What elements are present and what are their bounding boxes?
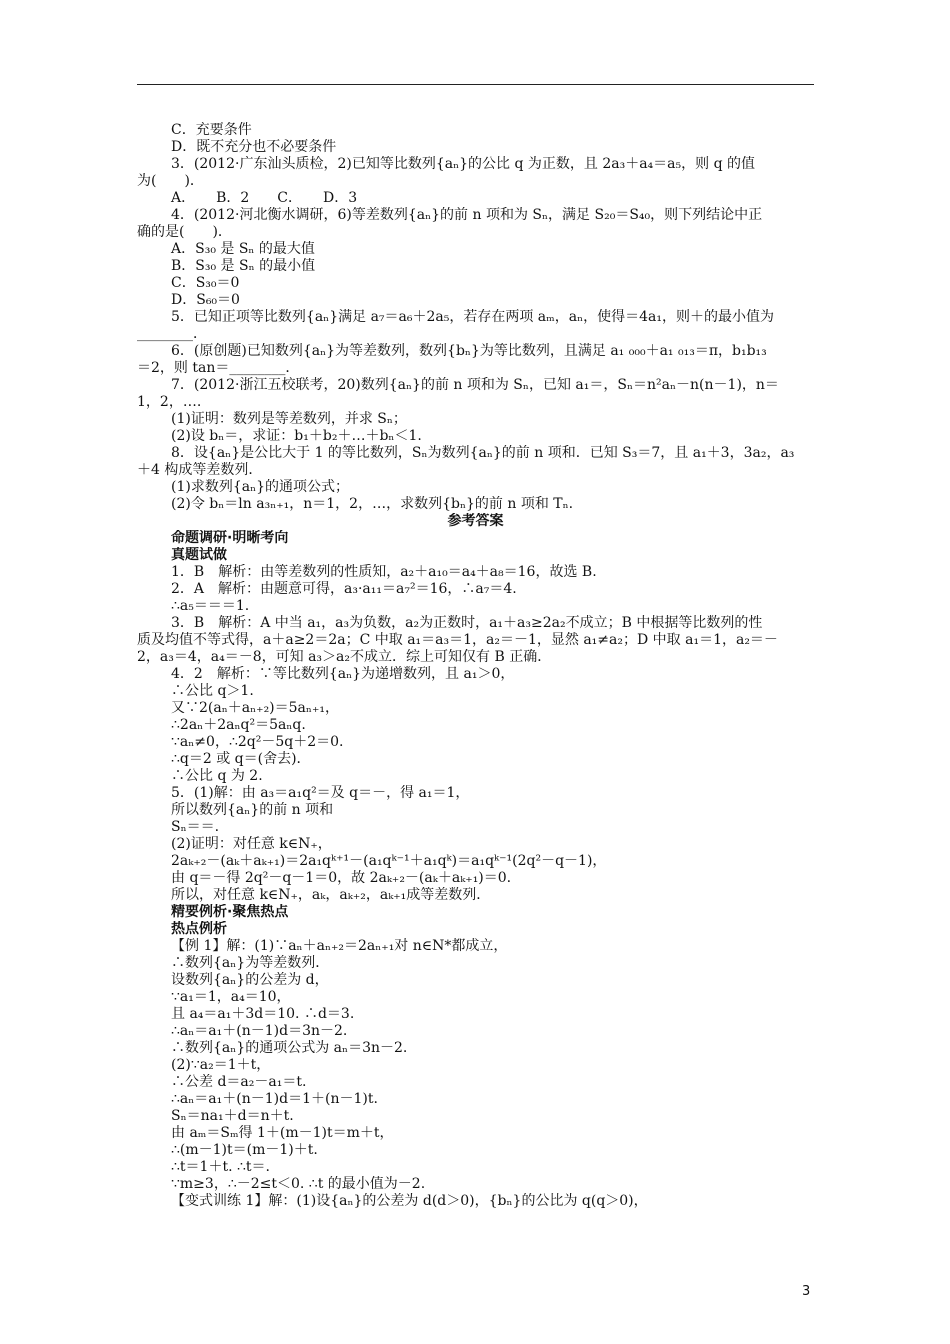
text-line: 5．(1)解：由 a₃＝a₁q²＝及 q＝－，得 a₁＝1， xyxy=(171,785,470,801)
text-line: 8．设{aₙ}是公比大于 1 的等比数列，Sₙ为数列{aₙ}的前 n 项和．已知 S₃＝7，且 a₁＋3，3a₂，a₃ xyxy=(171,445,795,461)
text-line: 且 a₄＝a₁＋3d＝10. ∴d＝3. xyxy=(171,1006,355,1022)
text-line: C．充要条件 xyxy=(171,122,252,138)
text-line: ∴(m－1)t＝(m－1)＋t. xyxy=(171,1142,318,1158)
text-line: 5．已知正项等比数列{aₙ}满足 a₇＝a₆＋2a₅，若存在两项 aₘ，aₙ，使得＝4a₁，则＋的最小值为 xyxy=(171,309,775,325)
text-line: ∴t＝1＋t. ∴t＝. xyxy=(171,1159,270,1175)
text-line: 精要例析·聚焦热点 xyxy=(171,904,289,920)
text-line: 【例 1】解：(1)∵aₙ＋aₙ₊₂＝2aₙ₊₁对 n∈N*都成立， xyxy=(171,938,508,954)
header-rule xyxy=(137,84,814,85)
text-line: D．既不充分也不必要条件 xyxy=(171,139,337,155)
text-line: 所以，对任意 k∈N₊，aₖ，aₖ₊₂，aₖ₊₁成等差数列． xyxy=(171,887,491,903)
text-line: ∴aₙ＝a₁＋(n－1)d＝3n－2. xyxy=(171,1023,348,1039)
text-line: 4．(2012·河北衡水调研，6)等差数列{aₙ}的前 n 项和为 Sₙ，满足 S₂₀＝S₄₀，则下列结论中正 xyxy=(171,207,763,223)
text-line: (2)令 bₙ＝ln a₃ₙ₊₁，n＝1，2，…，求数列{bₙ}的前 n 项和 Tₙ. xyxy=(171,496,574,512)
text-line: 确的是( )． xyxy=(137,224,232,240)
document-body xyxy=(137,122,814,1210)
text-line: ∴a₅＝＝＝1. xyxy=(171,598,250,614)
text-line: 【变式训练 1】解：(1)设{aₙ}的公差为 d(d＞0)，{bₙ}的公比为 q(q＞0)， xyxy=(171,1193,648,1209)
text-line: ∴q＝2 或 q＝(舍去)． xyxy=(171,751,311,767)
text-line: 质及均值不等式得，a＋a≥2＝2a；C 中取 a₁＝a₃＝1，a₂＝－1，显然 a₁≠a₂；D 中取 a₁＝1，a₂＝－ xyxy=(137,632,778,648)
text-line: ＋4 构成等差数列． xyxy=(137,462,263,478)
text-line: 由 q＝－得 2q²－q－1＝0，故 2aₖ₊₂－(aₖ＋aₖ₊₁)＝0. xyxy=(171,870,512,886)
text-line: 参考答案 xyxy=(447,513,504,529)
text-line: 为( )． xyxy=(137,173,204,189)
text-line: Sₙ＝na₁＋d＝n＋t. xyxy=(171,1108,294,1124)
text-line: B．S₃₀ 是 Sₙ 的最小值 xyxy=(171,258,316,274)
text-line: ∵m≥3，∴－2≤t＜0. ∴t 的最小值为－2. xyxy=(171,1176,426,1192)
text-line: 7．(2012·浙江五校联考，20)数列{aₙ}的前 n 项和为 Sₙ，已知 a₁＝，Sₙ＝n²aₙ－n(n－1)，n＝ xyxy=(171,377,779,393)
text-line: Sₙ＝＝. xyxy=(171,819,220,835)
text-line: (2)证明：对任意 k∈N₊， xyxy=(171,836,332,852)
text-line: 由 aₘ＝Sₘ得 1＋(m－1)t＝m＋t， xyxy=(171,1125,394,1141)
text-line: 1．B 解析：由等差数列的性质知，a₂＋a₁₀＝a₄＋a₈＝16，故选 B. xyxy=(171,564,597,580)
text-line: ∴公差 d＝a₂－a₁＝t. xyxy=(171,1074,307,1090)
text-line: (2)设 bₙ＝，求证：b₁＋b₂＋…＋bₙ＜1. xyxy=(171,428,422,444)
text-line: ∵a₁＝1，a₄＝10， xyxy=(171,989,291,1005)
page-number: 3 xyxy=(802,1284,811,1299)
text-line: ∴数列{aₙ}为等差数列． xyxy=(171,955,330,971)
text-line: 4．2 解析：∵等比数列{aₙ}为递增数列，且 a₁＞0， xyxy=(171,666,515,682)
text-line: 2．A 解析：由题意可得，a₃·a₁₁＝a₇²＝16，∴a₇＝4. xyxy=(171,581,517,597)
text-line: ∵aₙ≠0，∴2q²－5q＋2＝0. xyxy=(171,734,344,750)
text-line: 设数列{aₙ}的公差为 d， xyxy=(171,972,329,988)
text-line: (1)求数列{aₙ}的通项公式； xyxy=(171,479,350,495)
text-line: 真题试做 xyxy=(171,547,227,563)
text-line: 2aₖ₊₂－(aₖ＋aₖ₊₁)＝2a₁qᵏ⁺¹－(a₁qᵏ⁻¹＋a₁qᵏ)＝a₁qᵏ⁻¹(2q²－q－1)， xyxy=(171,853,607,869)
text-line: C．S₃₀＝0 xyxy=(171,275,240,291)
text-line: 所以数列{aₙ}的前 n 项和 xyxy=(171,802,334,818)
text-line: A． B．2 C． D．3 xyxy=(171,190,358,206)
text-line: 3．B 解析：A 中当 a₁，a₃为负数，a₂为正数时，a₁＋a₃≥2a₂不成立；B 中根据等比数列的性 xyxy=(171,615,763,631)
text-line: 1，2，…. xyxy=(137,394,202,410)
text-line: ∴2aₙ＋2aₙq²＝5aₙq. xyxy=(171,717,306,733)
text-line: ＝2，则 tan＝________． xyxy=(137,360,300,376)
text-line: (1)证明：数列是等差数列，并求 Sₙ； xyxy=(171,411,407,427)
text-line: 命题调研·明晰考向 xyxy=(171,530,289,546)
text-line: 3．(2012·广东汕头质检，2)已知等比数列{aₙ}的公比 q 为正数，且 2a₃＋a₄＝a₅，则 q 的值 xyxy=(171,156,755,172)
text-line: 6．(原创题)已知数列{aₙ}为等差数列，数列{bₙ}为等比数列，且满足 a₁ ₀₀₀＋a₁ ₀₁₃＝π，b₁b₁₃ xyxy=(171,343,767,359)
text-line: ∴公比 q＞1. xyxy=(171,683,254,699)
text-line: (2)∵a₂＝1＋t， xyxy=(171,1057,271,1073)
text-line: 又∵2(aₙ＋aₙ₊₂)＝5aₙ₊₁， xyxy=(171,700,339,716)
text-line: A．S₃₀ 是 Sₙ 的最大值 xyxy=(171,241,315,257)
text-line: 热点例析 xyxy=(171,921,227,937)
text-line: 2，a₃＝4，a₄＝－8，可知 a₃＞a₂不成立．综上可知仅有 B 正确． xyxy=(137,649,552,665)
text-line: ∴aₙ＝a₁＋(n－1)d＝1＋(n－1)t. xyxy=(171,1091,378,1107)
text-line: ________． xyxy=(137,326,207,342)
text-line: ∴数列{aₙ}的通项公式为 aₙ＝3n－2. xyxy=(171,1040,408,1056)
text-line: ∴公比 q 为 2. xyxy=(171,768,263,784)
text-line: D．S₆₀＝0 xyxy=(171,292,240,308)
